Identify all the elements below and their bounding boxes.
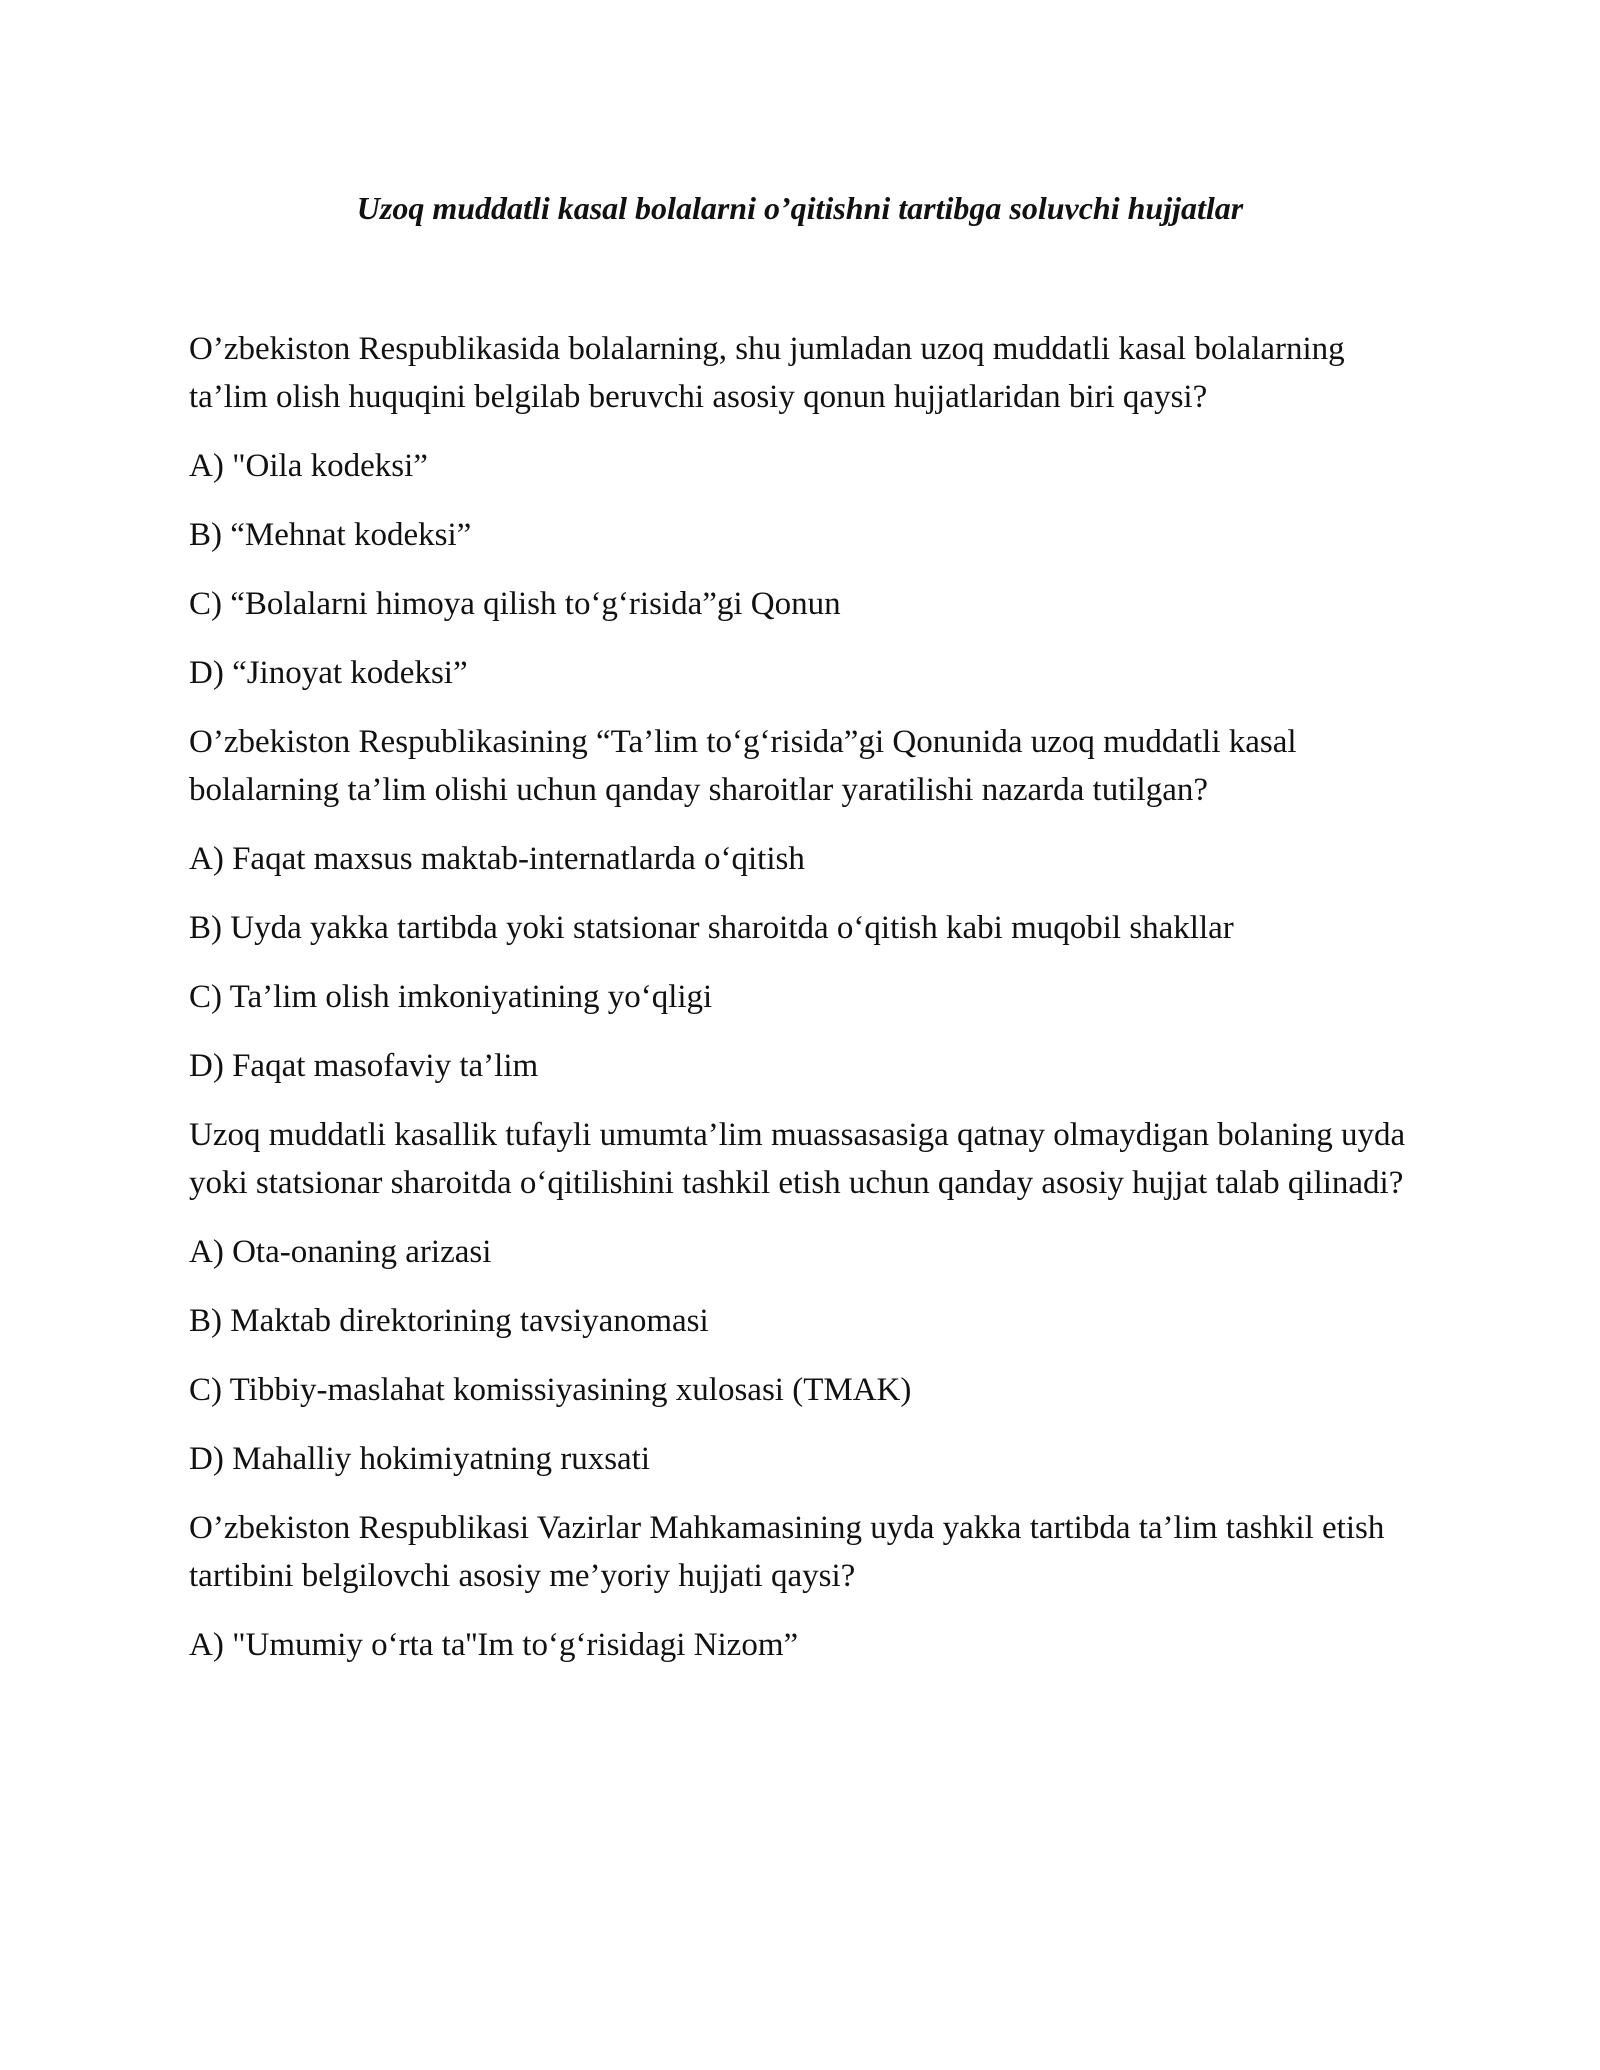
answer-option: B) Uyda yakka tartibda yoki statsionar sharoitda o‘qitish kabi muqobil shakllar [189,910,1234,946]
document-title: Uzoq muddatli kasal bolalarni o’qitishni tartibga soluvchi hujjatlar [356,190,1244,226]
document-content [189,325,1429,1690]
answer-option: D) Faqat masofaviy ta’lim [189,1048,539,1084]
answer-option: D) “Jinoyat kodeksi” [189,655,468,691]
answer-options [189,1621,1429,1669]
question-block [189,1504,1429,1669]
answer-options [189,835,1429,1090]
question-text: O’zbekiston Respublikasining “Ta’lim to‘g‘risida”gi Qonunida uzoq muddatli kasal bolalarning ta’lim olishi uchun qanday sharoitlar yaratilishi nazarda tutilgan? [189,724,1297,808]
question-block [189,718,1429,1090]
answer-option: A) Faqat maxsus maktab-internatlarda o‘qitish [189,841,805,877]
answer-option: C) “Bolalarni himoya qilish to‘g‘risida”gi Qonun [189,586,841,622]
answer-option: C) Ta’lim olish imkoniyatining yo‘qligi [189,979,713,1015]
answer-option: B) “Mehnat kodeksi” [189,517,472,553]
answer-option: D) Mahalliy hokimiyatning ruxsati [189,1441,651,1477]
answer-option: B) Maktab direktorining tavsiyanomasi [189,1303,709,1339]
question-block [189,325,1429,697]
question-block [189,1111,1429,1483]
answer-options [189,1228,1429,1483]
answer-option: A) "Oila kodeksi” [189,448,428,484]
answer-option: A) Ota-onaning arizasi [189,1234,492,1270]
answer-options [189,442,1429,697]
answer-option: A) "Umumiy o‘rta ta''Im to‘g‘risidagi Nizom” [189,1627,799,1663]
answer-option: C) Tibbiy-maslahat komissiyasining xulosasi (TMAK) [189,1372,912,1408]
question-text: Uzoq muddatli kasallik tufayli umumta’lim muassasasiga qatnay olmaydigan bolaning uyda yoki statsionar sharoitda o‘qitilishini tashkil etish uchun qanday asosiy hujjat talab qilinadi? [189,1117,1406,1201]
question-text: O’zbekiston Respublikasida bolalarning, shu jumladan uzoq muddatli kasal bolalarning ta’lim olish huquqini belgilab beruvchi asosiy qonun hujjatlaridan biri qaysi? [189,331,1345,415]
question-text: O’zbekiston Respublikasi Vazirlar Mahkamasining uyda yakka tartibda ta’lim tashkil etish tartibini belgilovchi asosiy me’yoriy hujjati qaysi? [189,1510,1385,1594]
